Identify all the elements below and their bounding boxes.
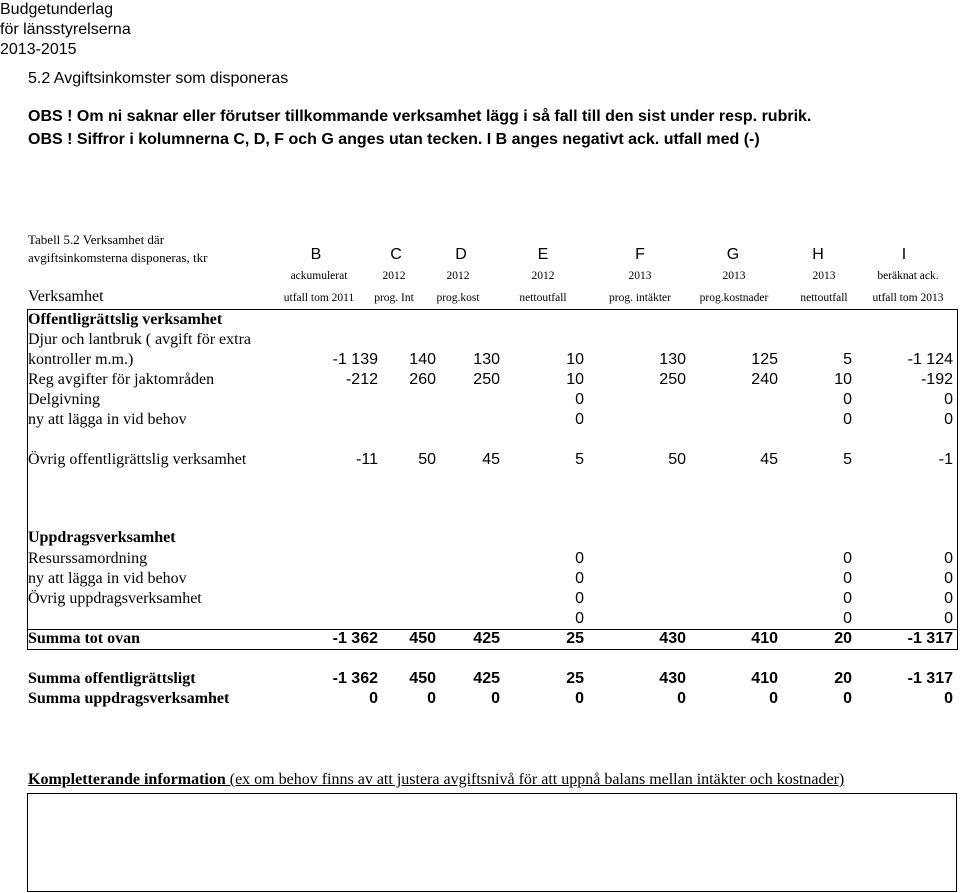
col-letter-d: D <box>455 246 467 263</box>
doc-header-line2: för länsstyrelserna <box>0 21 131 38</box>
complement-input-box[interactable] <box>27 793 957 892</box>
row-label-cont: kontroller m.m.) <box>28 351 134 368</box>
col-g-sub2: prog.kostnader <box>699 292 769 304</box>
cell-g: 240 <box>751 371 778 388</box>
cell-i: 0 <box>944 411 953 428</box>
table-bottom-border <box>27 649 958 650</box>
col-b-sub1: ackumulerat <box>290 270 348 282</box>
col-f-sub2: prog. intäkter <box>609 292 671 304</box>
col-d-sub1: 2012 <box>446 270 470 282</box>
table-top-border <box>27 309 958 310</box>
cell-i: 0 <box>944 590 953 607</box>
col-letter-g: G <box>726 246 740 263</box>
cell-c: 260 <box>409 371 436 388</box>
cell-h: 20 <box>834 670 852 687</box>
cell-i: -1 <box>938 451 953 468</box>
row-label: Reg avgifter för jaktområden <box>28 371 215 388</box>
cell-b: -212 <box>345 371 378 388</box>
cell-e: 25 <box>566 670 584 687</box>
cell-e: 0 <box>575 411 584 428</box>
col-letter-c: C <box>390 246 402 263</box>
cell-e: 10 <box>566 351 584 368</box>
notice-2: OBS ! Siffror i kolumnerna C, D, F och G anges utan tecken. I B anges negativt ack. utfall med (-) <box>28 131 760 148</box>
cell-e: 0 <box>575 610 584 627</box>
cell-d: 130 <box>473 351 500 368</box>
cell-f: 250 <box>659 371 686 388</box>
cell-g: 125 <box>751 351 778 368</box>
cell-h: 0 <box>843 590 852 607</box>
cell-f: 430 <box>659 630 686 647</box>
col-e-sub1: 2012 <box>531 270 555 282</box>
cell-c: 450 <box>409 670 436 687</box>
cell-h: 0 <box>843 391 852 408</box>
col-h-sub1: 2013 <box>812 270 836 282</box>
doc-header-line1: Budgetunderlag <box>0 1 113 18</box>
col-letter-i: I <box>901 246 907 263</box>
cell-f: 0 <box>677 690 686 707</box>
cell-b: -11 <box>356 451 378 468</box>
table-caption-line2: avgiftsinkomsterna disponeras, tkr <box>28 250 208 265</box>
cell-i: -1 124 <box>907 351 953 368</box>
col-d-sub2: prog.kost <box>436 292 480 304</box>
summary-label: Summa offentligrättsligt <box>28 670 196 687</box>
cell-i: -192 <box>920 371 953 388</box>
cell-h: 0 <box>843 610 852 627</box>
cell-b: -1 139 <box>332 351 378 368</box>
cell-g: 0 <box>769 690 778 707</box>
col-letter-b: B <box>310 246 322 263</box>
cell-h: 0 <box>843 550 852 567</box>
cell-d: 250 <box>473 371 500 388</box>
col-e-sub2: nettoutfall <box>519 292 567 304</box>
doc-header-line3: 2013-2015 <box>0 41 77 58</box>
cell-d: 45 <box>482 451 500 468</box>
cell-h: 0 <box>843 411 852 428</box>
cell-e: 0 <box>575 690 584 707</box>
cell-d: 0 <box>491 690 500 707</box>
cell-e: 0 <box>575 590 584 607</box>
cell-h: 0 <box>843 690 852 707</box>
cell-i: 0 <box>944 690 953 707</box>
cell-i: 0 <box>944 610 953 627</box>
cell-i: -1 317 <box>907 670 953 687</box>
row-label: ny att lägga in vid behov <box>28 411 187 428</box>
table-caption-line1: Tabell 5.2 Verksamhet där <box>28 232 165 247</box>
col-c-sub1: 2012 <box>382 270 406 282</box>
cell-h: 20 <box>834 630 852 647</box>
summary-label: Summa uppdragsverksamhet <box>28 690 230 707</box>
cell-f: 50 <box>668 451 686 468</box>
cell-b: 0 <box>369 690 378 707</box>
col-letter-f: F <box>635 246 645 263</box>
cell-g: 410 <box>751 630 778 647</box>
col-i-sub2: utfall tom 2013 <box>872 292 944 304</box>
cell-i: -1 317 <box>907 630 953 647</box>
cell-e: 25 <box>566 630 584 647</box>
verksamhet-label: Verksamhet <box>28 288 104 305</box>
notice-1: OBS ! Om ni saknar eller förutser tillkommande verksamhet lägg i så fall till den sist under resp. rubrik. <box>28 108 812 125</box>
col-letter-e: E <box>537 246 549 263</box>
cell-f: 130 <box>659 351 686 368</box>
cell-i: 0 <box>944 391 953 408</box>
section-offentligrattslig: Offentligrättslig verksamhet <box>28 311 223 328</box>
col-g-sub1: 2013 <box>722 270 746 282</box>
row-label: Delgivning <box>28 391 100 408</box>
complement-text: (ex om behov finns av att justera avgiftsnivå för att uppnå balans mellan intäkter och kostnader) <box>225 771 845 788</box>
cell-h: 5 <box>843 451 852 468</box>
cell-h: 5 <box>843 351 852 368</box>
section-title: 5.2 Avgiftsinkomster som disponeras <box>28 70 289 87</box>
cell-i: 0 <box>944 550 953 567</box>
cell-e: 0 <box>575 391 584 408</box>
cell-g: 410 <box>751 670 778 687</box>
row-label: Övrig uppdragsverksamhet <box>28 590 202 607</box>
col-f-sub1: 2013 <box>628 270 652 282</box>
cell-e: 5 <box>575 451 584 468</box>
cell-e: 0 <box>575 550 584 567</box>
cell-c: 450 <box>409 630 436 647</box>
cell-b: -1 362 <box>332 670 378 687</box>
cell-b: -1 362 <box>332 630 378 647</box>
table-right-border <box>957 309 958 650</box>
col-i-sub1: beräknat ack. <box>877 270 939 282</box>
cell-i: 0 <box>944 570 953 587</box>
col-letter-h: H <box>812 246 824 263</box>
section-uppdragsverksamhet: Uppdragsverksamhet <box>28 529 176 546</box>
col-b-sub2: utfall tom 2011 <box>283 292 355 304</box>
cell-h: 0 <box>843 570 852 587</box>
complement-title <box>28 771 844 789</box>
total-label: Summa tot ovan <box>28 630 141 647</box>
cell-d: 425 <box>473 630 500 647</box>
cell-c: 0 <box>427 690 436 707</box>
col-c-sub2: prog. Int <box>374 292 414 304</box>
row-label: ny att lägga in vid behov <box>28 570 187 587</box>
row-label: Resurssamordning <box>28 550 148 567</box>
cell-f: 430 <box>659 670 686 687</box>
row-label: Djur och lantbruk ( avgift för extra <box>28 331 252 348</box>
cell-d: 425 <box>473 670 500 687</box>
cell-e: 10 <box>566 371 584 388</box>
cell-h: 10 <box>834 371 852 388</box>
cell-c: 50 <box>418 451 436 468</box>
cell-e: 0 <box>575 570 584 587</box>
complement-heading: Kompletterande information <box>28 771 226 788</box>
col-h-sub2: nettoutfall <box>800 292 848 304</box>
cell-g: 45 <box>760 451 778 468</box>
cell-c: 140 <box>409 351 436 368</box>
row-label: Övrig offentligrättslig verksamhet <box>28 451 247 468</box>
